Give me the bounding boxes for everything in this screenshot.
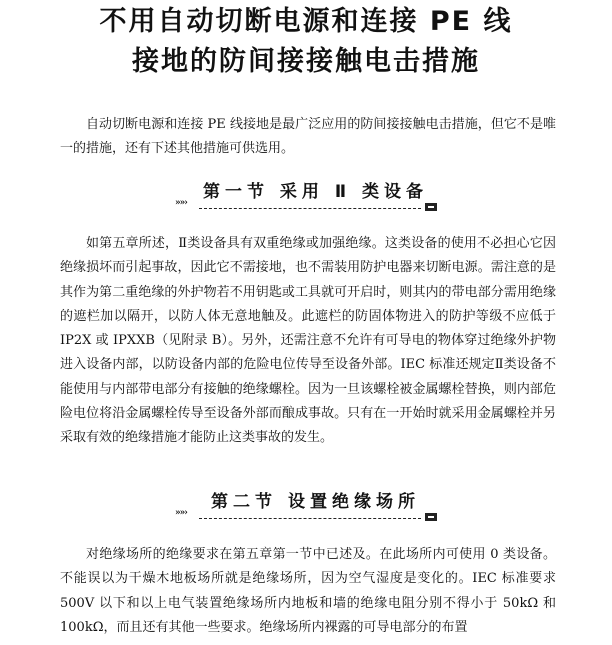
- end-box-icon: [425, 203, 437, 211]
- section-2-heading: 第二节 设置绝缘场所: [211, 492, 420, 512]
- dashed-rule: [199, 518, 421, 519]
- page-title-line-1: 不用自动切断电源和连接 PE 线: [99, 6, 513, 37]
- arrow-ornament-icon: »»›: [175, 508, 187, 518]
- section-1-heading-block: [175, 180, 437, 220]
- page-title-line-2: 接地的防间接接触电击措施: [132, 46, 480, 77]
- section-1-paragraph: 如第五章所述，Ⅱ类设备具有双重绝缘或加强绝缘。这类设备的使用不必担心它因绝缘损坏而引起事故，因此它不需接地，也不需装用防护电器来切断电源。需注意的是其作为第二重绝缘的外护物若不用钥匙或工具就可开启时，则其内的带电部分需用绝缘的遮栏加以隔开，以防人体无意地触及。此遮栏的防固体物进入的防护等级不应低于 IP2X 或 IPXXB（见附录 B）。另外，还需注意不允许有可导电的物体穿过绝缘外护物进入设备内部，以防设备内部的危险电位传导至设备外部。IEC 标准还规定Ⅱ类设备不能使用与内部带电部分有接触的绝缘螺栓。因为一旦该螺栓被金属螺栓替换，则内部危险电位将沿金属螺栓传导至设备外部而酿成事故。只有在一开始时就采用金属螺栓并另采取有效的绝缘措施才能防止这类事故的发生。: [60, 236, 556, 446]
- dashed-rule: [199, 208, 421, 209]
- section-2-heading-block: [175, 490, 437, 530]
- end-box-icon: [425, 513, 437, 521]
- intro-paragraph: 自动切断电源和连接 PE 线接地是最广泛应用的防间接接触电击措施，但它不是唯一的措施，还有下述其他措施可供选用。: [60, 117, 556, 157]
- section-1-heading: 第一节 采用 Ⅱ 类设备: [203, 182, 428, 202]
- section-2-paragraph: 对绝缘场所的绝缘要求在第五章第一节中已述及。在此场所内可使用 0 类设备。不能误以为干燥木地板场所就是绝缘场所，因为空气湿度是变化的。IEC 标准要求 500V 以下和以上电气装置绝缘场所内地板和墙的绝缘电阻分别不得小于 50kΩ 和 100kΩ，而且还有其他一些要求。绝缘场所内裸露的可导电部分的布置: [60, 547, 556, 635]
- arrow-ornament-icon: »»›: [175, 198, 187, 208]
